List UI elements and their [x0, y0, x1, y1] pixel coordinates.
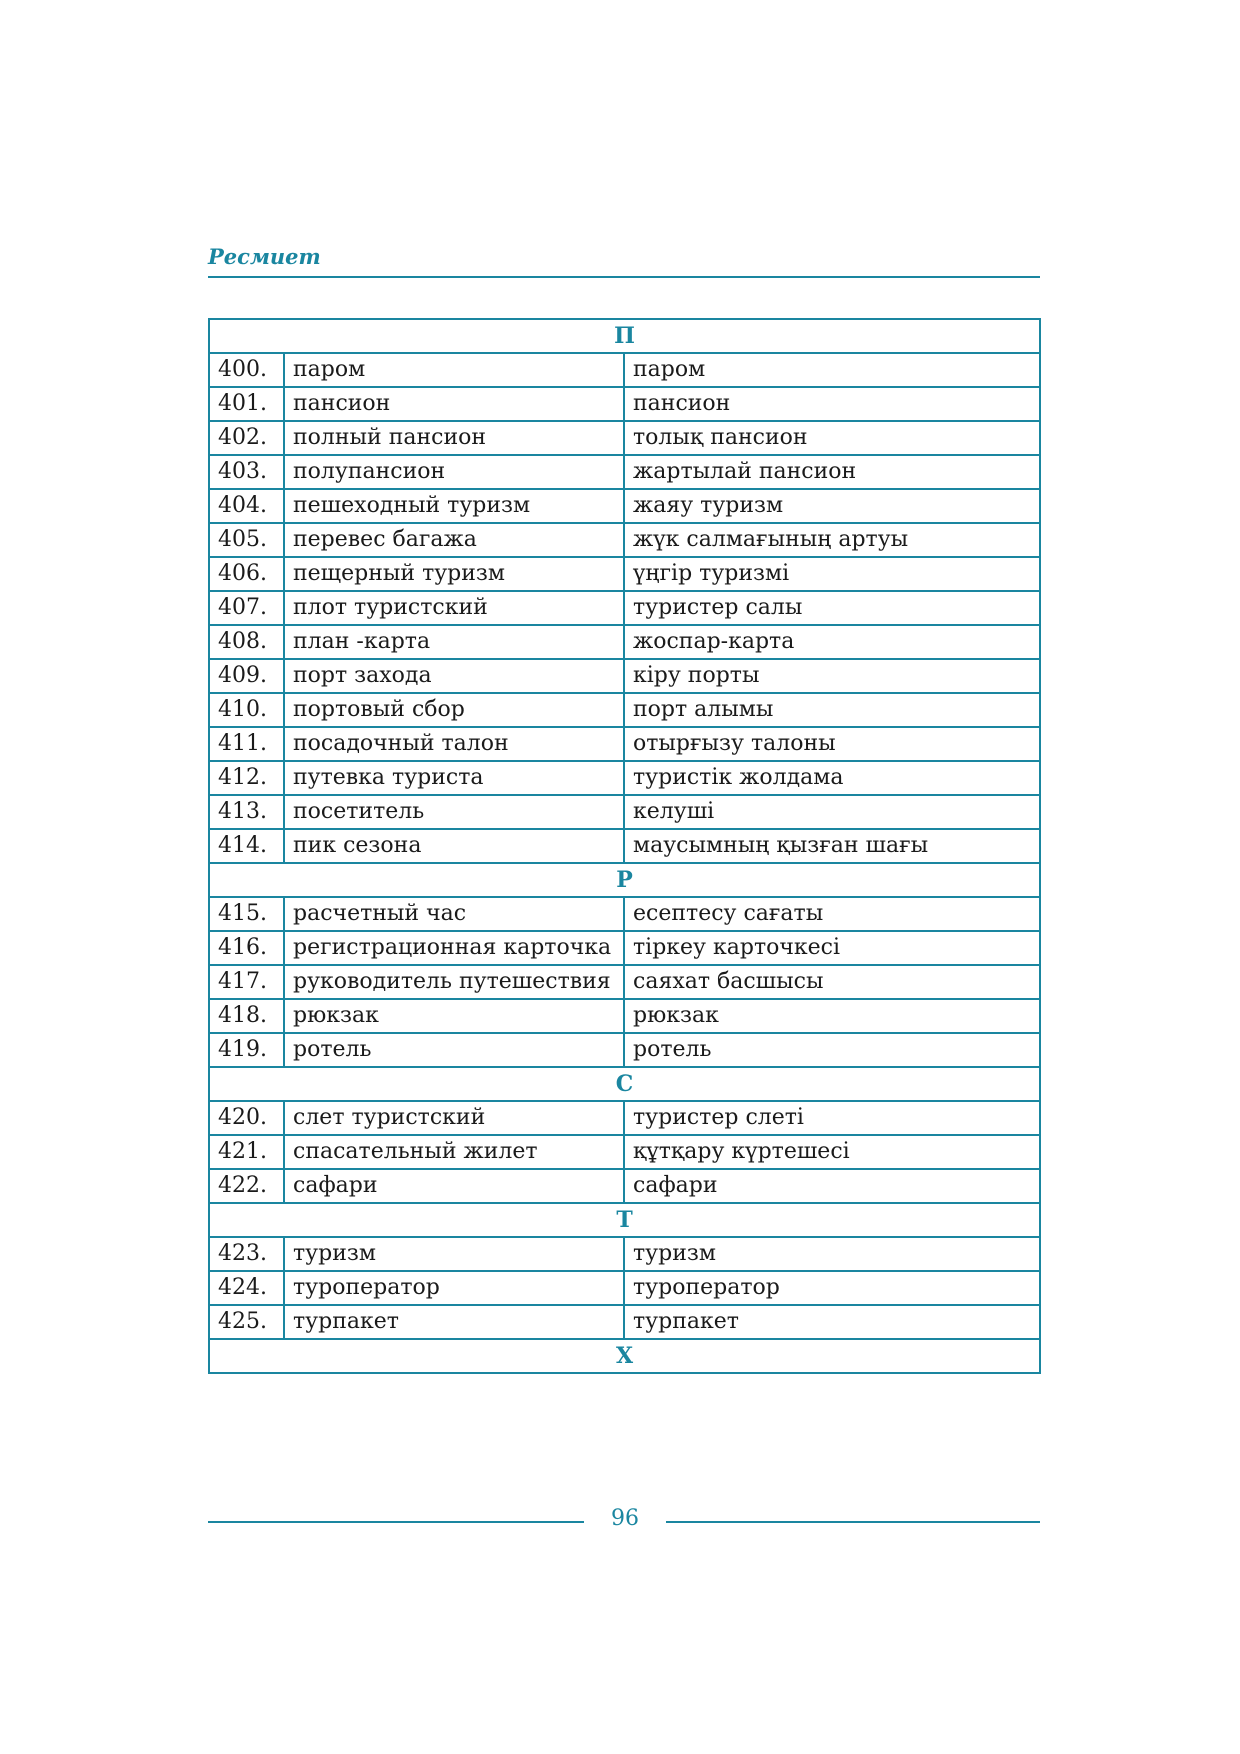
entry-number: 401.: [209, 387, 284, 421]
kazakh-term: саяхат басшысы: [624, 965, 1040, 999]
kazakh-term: порт алымы: [624, 693, 1040, 727]
section-letter: П: [209, 319, 1040, 353]
russian-term: пик сезона: [284, 829, 624, 863]
kazakh-term: отырғызу талоны: [624, 727, 1040, 761]
table-row: [209, 1237, 1040, 1271]
kazakh-term: ротель: [624, 1033, 1040, 1067]
russian-term: слет туристский: [284, 1101, 624, 1135]
entry-number: 404.: [209, 489, 284, 523]
page-header-title: Ресмиет: [208, 244, 321, 269]
russian-term: туроператор: [284, 1271, 624, 1305]
entry-number: 406.: [209, 557, 284, 591]
russian-term: полный пансион: [284, 421, 624, 455]
kazakh-term: пансион: [624, 387, 1040, 421]
kazakh-term: есептесу сағаты: [624, 897, 1040, 931]
kazakh-term: толық пансион: [624, 421, 1040, 455]
entry-number: 417.: [209, 965, 284, 999]
russian-term: туризм: [284, 1237, 624, 1271]
russian-term: расчетный час: [284, 897, 624, 931]
kazakh-term: үңгір туризмі: [624, 557, 1040, 591]
entry-number: 400.: [209, 353, 284, 387]
entry-number: 416.: [209, 931, 284, 965]
table-row: [209, 727, 1040, 761]
russian-term: посадочный талон: [284, 727, 624, 761]
kazakh-term: паром: [624, 353, 1040, 387]
kazakh-term: маусымның қызған шағы: [624, 829, 1040, 863]
section-letter: С: [209, 1067, 1040, 1101]
kazakh-term: туристер слеті: [624, 1101, 1040, 1135]
table-row: [209, 557, 1040, 591]
entry-number: 415.: [209, 897, 284, 931]
table-row: [209, 489, 1040, 523]
table-row: [209, 999, 1040, 1033]
table-row: [209, 1169, 1040, 1203]
russian-term: посетитель: [284, 795, 624, 829]
entry-number: 424.: [209, 1271, 284, 1305]
russian-term: порт захода: [284, 659, 624, 693]
table-row: [209, 931, 1040, 965]
entry-number: 419.: [209, 1033, 284, 1067]
kazakh-term: келуші: [624, 795, 1040, 829]
russian-term: регистрационная карточка: [284, 931, 624, 965]
table-row: [209, 693, 1040, 727]
table-row: [209, 795, 1040, 829]
entry-number: 425.: [209, 1305, 284, 1339]
russian-term: сафари: [284, 1169, 624, 1203]
header-divider: [208, 276, 1040, 278]
table-row: [209, 829, 1040, 863]
table-row: [209, 897, 1040, 931]
letter-header-row: [209, 1339, 1040, 1373]
section-letter: Х: [209, 1339, 1040, 1373]
section-letter: Т: [209, 1203, 1040, 1237]
letter-header-row: [209, 1203, 1040, 1237]
kazakh-term: туристік жолдама: [624, 761, 1040, 795]
russian-term: турпакет: [284, 1305, 624, 1339]
footer-divider-left: [208, 1521, 584, 1523]
kazakh-term: туризм: [624, 1237, 1040, 1271]
letter-header-row: [209, 319, 1040, 353]
entry-number: 410.: [209, 693, 284, 727]
table-row: [209, 353, 1040, 387]
kazakh-term: сафари: [624, 1169, 1040, 1203]
table-row: [209, 761, 1040, 795]
table-row: [209, 387, 1040, 421]
table-row: [209, 455, 1040, 489]
kazakh-term: жоспар-карта: [624, 625, 1040, 659]
kazakh-term: тіркеу карточкесі: [624, 931, 1040, 965]
russian-term: рюкзак: [284, 999, 624, 1033]
russian-term: пансион: [284, 387, 624, 421]
russian-term: полупансион: [284, 455, 624, 489]
entry-number: 414.: [209, 829, 284, 863]
entry-number: 411.: [209, 727, 284, 761]
entry-number: 413.: [209, 795, 284, 829]
entry-number: 422.: [209, 1169, 284, 1203]
table-row: [209, 523, 1040, 557]
kazakh-term: құтқару күртешесі: [624, 1135, 1040, 1169]
entry-number: 418.: [209, 999, 284, 1033]
table-row: [209, 659, 1040, 693]
russian-term: пешеходный туризм: [284, 489, 624, 523]
russian-term: перевес багажа: [284, 523, 624, 557]
table-row: [209, 421, 1040, 455]
table-row: [209, 625, 1040, 659]
footer-divider-right: [666, 1521, 1040, 1523]
glossary-table: [208, 318, 1041, 1374]
russian-term: пещерный туризм: [284, 557, 624, 591]
glossary-body: [209, 319, 1040, 1373]
entry-number: 405.: [209, 523, 284, 557]
kazakh-term: жаяу туризм: [624, 489, 1040, 523]
russian-term: паром: [284, 353, 624, 387]
russian-term: портовый сбор: [284, 693, 624, 727]
letter-header-row: [209, 1067, 1040, 1101]
russian-term: плот туристский: [284, 591, 624, 625]
entry-number: 407.: [209, 591, 284, 625]
section-letter: Р: [209, 863, 1040, 897]
entry-number: 409.: [209, 659, 284, 693]
entry-number: 403.: [209, 455, 284, 489]
entry-number: 408.: [209, 625, 284, 659]
kazakh-term: кіру порты: [624, 659, 1040, 693]
table-row: [209, 1101, 1040, 1135]
russian-term: руководитель путешествия: [284, 965, 624, 999]
russian-term: путевка туриста: [284, 761, 624, 795]
kazakh-term: рюкзак: [624, 999, 1040, 1033]
entry-number: 420.: [209, 1101, 284, 1135]
russian-term: план -карта: [284, 625, 624, 659]
kazakh-term: жартылай пансион: [624, 455, 1040, 489]
table-row: [209, 965, 1040, 999]
table-row: [209, 1271, 1040, 1305]
table-row: [209, 591, 1040, 625]
kazakh-term: туроператор: [624, 1271, 1040, 1305]
russian-term: спасательный жилет: [284, 1135, 624, 1169]
table-row: [209, 1135, 1040, 1169]
entry-number: 421.: [209, 1135, 284, 1169]
entry-number: 402.: [209, 421, 284, 455]
russian-term: ротель: [284, 1033, 624, 1067]
table-row: [209, 1305, 1040, 1339]
kazakh-term: туристер салы: [624, 591, 1040, 625]
page-number: 96: [611, 1506, 639, 1531]
table-row: [209, 1033, 1040, 1067]
entry-number: 423.: [209, 1237, 284, 1271]
letter-header-row: [209, 863, 1040, 897]
entry-number: 412.: [209, 761, 284, 795]
kazakh-term: турпакет: [624, 1305, 1040, 1339]
kazakh-term: жүк салмағының артуы: [624, 523, 1040, 557]
